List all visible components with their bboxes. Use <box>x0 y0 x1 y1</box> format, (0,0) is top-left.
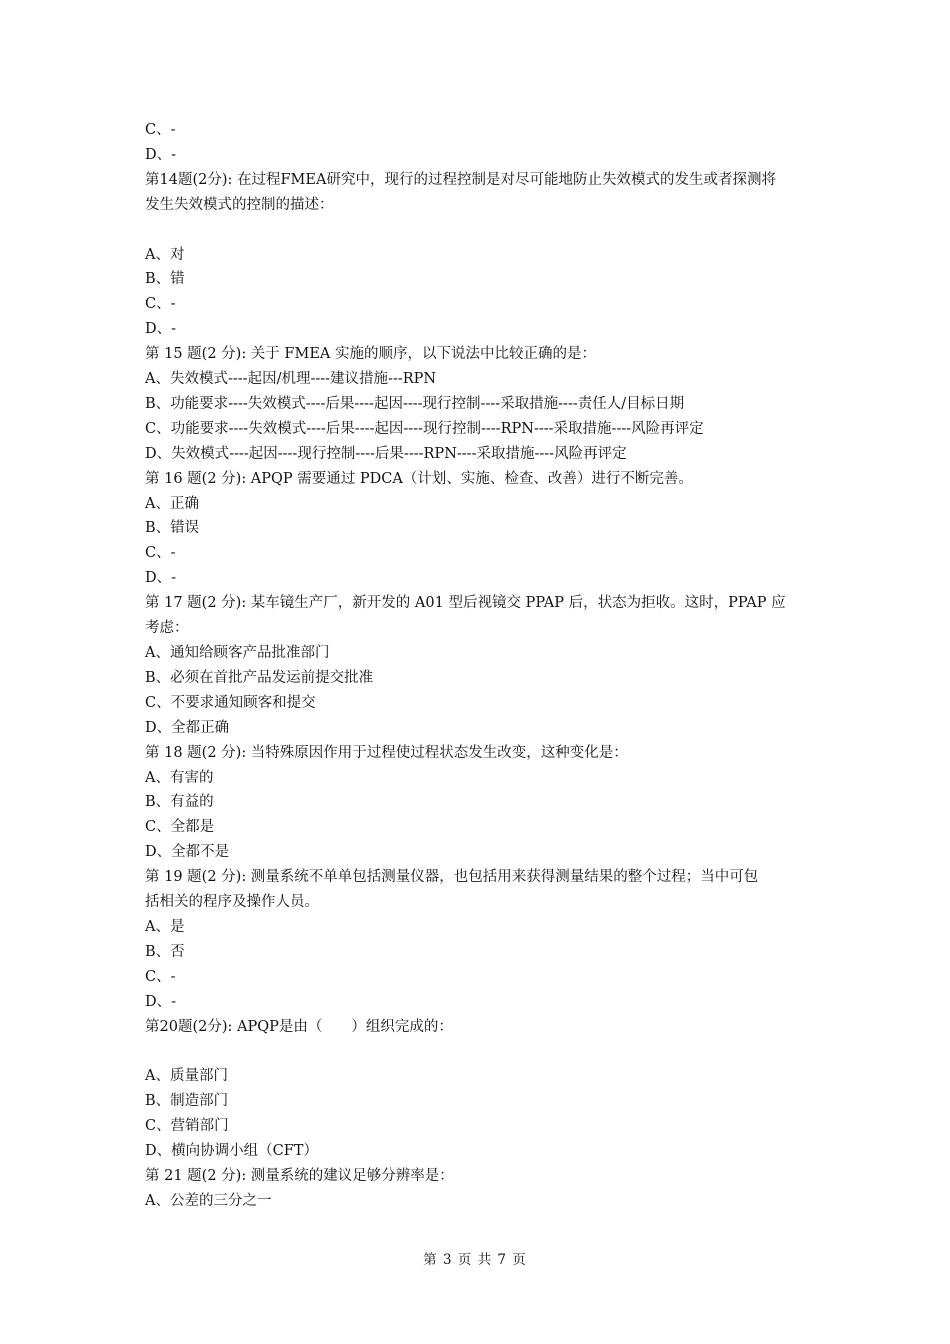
page-footer: 第 3 页 共 7 页 <box>423 1252 527 1268</box>
question-19-line-2: 括相关的程序及操作人员。 <box>145 894 319 911</box>
question-16: 第 16 题(2 分): APQP 需要通过 PDCA（计划、实施、检查、改善）进行不断完善。 <box>145 470 693 487</box>
option-line: B、制造部门 <box>145 1093 229 1110</box>
option-line: B、否 <box>145 943 185 960</box>
option-line: A、失效模式----起因/机理----建议措施---RPN <box>145 371 437 388</box>
option-line: B、有益的 <box>145 794 214 811</box>
question-15: 第 15 题(2 分): 关于 FMEA 实施的顺序，以下说法中比较正确的是： <box>145 346 596 363</box>
blank-line <box>145 218 815 243</box>
option-line: A、是 <box>145 918 185 935</box>
option-line: A、有害的 <box>145 769 214 786</box>
option-line: C、- <box>145 968 176 985</box>
option-line: A、正确 <box>145 495 199 512</box>
option-line: B、错 <box>145 271 185 288</box>
question-14-line-1: 第14题(2分): 在过程FMEA研究中，现行的过程控制是对尽可能地防止失效模式的发生或者探测将 <box>145 171 776 188</box>
question-19-line-1: 第 19 题(2 分): 测量系统不单单包括测量仪器，也包括用来获得测量结果的整个过程；当中可包 <box>145 869 759 886</box>
option-line: D、- <box>145 321 177 338</box>
option-line: D、全都正确 <box>145 719 230 736</box>
option-line: D、- <box>145 570 177 587</box>
option-line: A、通知给顾客产品批准部门 <box>145 645 330 662</box>
option-line: D、- <box>145 993 177 1010</box>
question-14-line-2: 发生失效模式的控制的描述： <box>145 196 334 213</box>
option-line: D、- <box>145 146 177 163</box>
option-line: C、全都是 <box>145 819 215 836</box>
option-line: D、横向协调小组（CFT） <box>145 1143 318 1160</box>
option-line: D、失效模式----起因----现行控制----后果----RPN----采取措施----风险再评定 <box>145 445 627 462</box>
option-line: C、功能要求----失效模式----后果----起因----现行控制----RPN----采取措施----风险再评定 <box>145 420 704 437</box>
question-21: 第 21 题(2 分): 测量系统的建议足够分辨率是： <box>145 1168 454 1185</box>
option-line: B、功能要求----失效模式----后果----起因----现行控制----采取措施----责任人/目标日期 <box>145 395 685 412</box>
question-17-line-1: 第 17 题(2 分): 某车镜生产厂，新开发的 A01 型后视镜交 PPAP 后，状态为拒收。这时，PPAP 应 <box>145 595 786 612</box>
option-line: B、错误 <box>145 520 200 537</box>
question-content <box>145 118 815 1214</box>
option-line: C、- <box>145 122 176 138</box>
question-18: 第 18 题(2 分): 当特殊原因作用于过程使过程状态发生改变，这种变化是： <box>145 744 628 761</box>
option-line: C、- <box>145 296 176 313</box>
option-line: B、必须在首批产品发运前提交批准 <box>145 669 374 686</box>
option-line: C、不要求通知顾客和提交 <box>145 694 316 711</box>
option-line: C、- <box>145 545 176 562</box>
option-line: A、对 <box>145 246 185 263</box>
option-line: A、公差的三分之一 <box>145 1192 272 1209</box>
blank-line <box>145 1040 815 1065</box>
question-20: 第20题(2分): APQP是由（ ）组织完成的： <box>145 1018 453 1035</box>
option-line: A、质量部门 <box>145 1068 228 1085</box>
question-17-line-2: 考虑： <box>145 620 189 637</box>
option-line: C、营销部门 <box>145 1118 229 1135</box>
option-line: D、全都不是 <box>145 844 230 861</box>
